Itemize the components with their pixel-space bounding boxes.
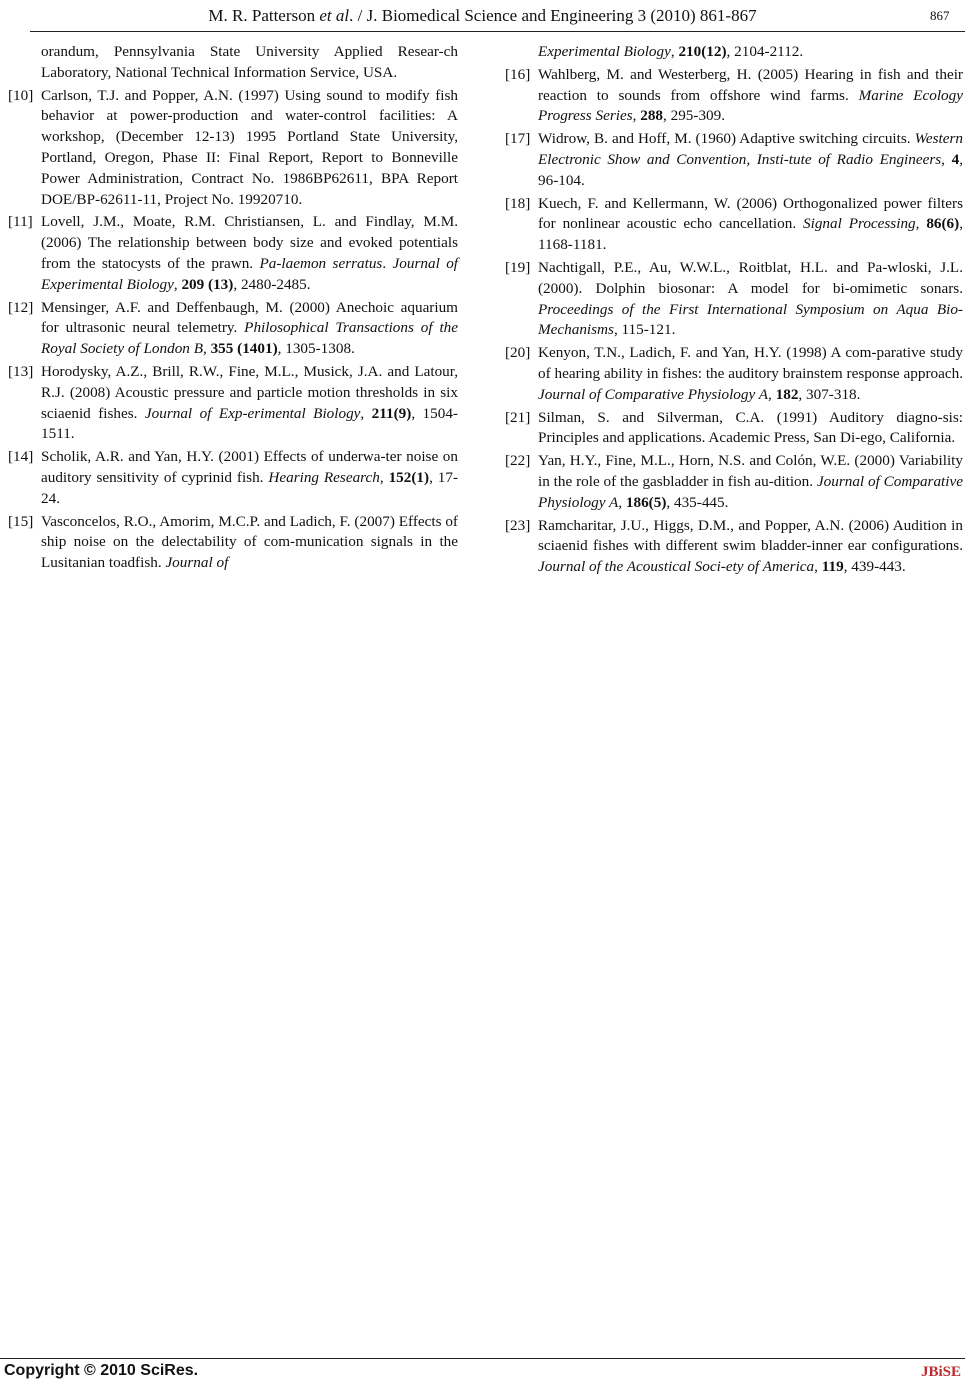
reference-volume: 186(5) <box>625 493 667 511</box>
reference-text <box>538 194 963 256</box>
reference-number: [14] <box>8 448 34 466</box>
reference-number: [10] <box>8 86 34 104</box>
page-number: 867 <box>930 8 950 23</box>
reference-segment: Nachtigall, P.E., Au, W.W.L., Roitblat, H.L. and Pa-wloski, J.L. (2000). Dolphin biosonar: A model for bi-omimetic sonars. <box>538 258 963 297</box>
reference-segment: , <box>670 43 679 60</box>
reference-segment: , 295-309. <box>663 107 726 125</box>
reference-segment: , 96-104. <box>538 150 963 189</box>
reference-segment: , <box>768 385 776 403</box>
reference-text <box>41 447 458 509</box>
reference-entry <box>505 194 963 256</box>
reference-segment: Ramcharitar, J.U., Higgs, D.M., and Popper, A.N. (2006) Audition in sciaenid fishes with different swim bladder-inner ear configurations. <box>538 516 963 555</box>
reference-segment: , <box>618 493 626 511</box>
reference-segment: , 435-445. <box>666 493 729 511</box>
reference-entry <box>8 212 458 295</box>
reference-segment: , 1168-1181. <box>538 215 964 254</box>
reference-text <box>8 42 458 84</box>
reference-segment: , <box>941 150 952 168</box>
reference-volume: 211(9) <box>371 404 412 422</box>
reference-text <box>41 86 458 211</box>
reference-volume: 182 <box>775 385 799 403</box>
reference-italic-text: Journal of Exp-erimental Biology <box>144 404 361 422</box>
reference-volume: 210(12) <box>678 43 727 60</box>
reference-text <box>41 212 458 295</box>
footer-rule <box>0 1358 965 1359</box>
reference-segment: , 439-443. <box>843 558 906 576</box>
reference-segment: , 2480-2485. <box>233 275 311 293</box>
reference-segment: Widrow, B. and Hoff, M. (1960) Adaptive switching circuits. <box>538 130 915 148</box>
reference-italic-text: Journal of the Acoustical Soci-ety of America <box>538 558 815 576</box>
reference-segment: Vasconcelos, R.O., Amorim, M.C.P. and Ladich, F. (2007) Effects of ship noise on the delectability of com-munication signals in the Lusitanian toadfish. <box>41 512 458 572</box>
reference-number: [23] <box>505 516 531 534</box>
header-journal: . / J. Biomedical Science and Engineering 3 (2010) 861-867 <box>349 6 757 25</box>
reference-segment: Carlson, T.J. and Popper, A.N. (1997) Using sound to modify fish behavior at power-production and water-control facilities: A workshop, (December 12-13) 1995 Portland State University, Portland, Oregon, Phase II: Final Report, Report to Bonneville Power Administration, Contract No. 1986BP62611, BPA Report DOE/BP-62611-11, Project No. 19920710. <box>41 86 458 208</box>
reference-segment: Scholik, A.R. and Yan, H.Y. (2001) Effects of underwa-ter noise on auditory sensitivity of cyprinid fish. <box>41 448 458 486</box>
header-rule <box>30 31 965 32</box>
reference-italic-text: Journal of Comparative Physiology A <box>538 472 963 511</box>
reference-segment: orandum, Pennsylvania State University Applied Resear-ch Laboratory, National Technical Information Service, USA. <box>41 43 458 81</box>
reference-number: [18] <box>505 194 531 212</box>
reference-italic-text: Philosophical Transactions of the Royal Society of London B <box>41 319 458 358</box>
footer-copyright: Copyright © 2010 SciRes. <box>4 1362 199 1379</box>
reference-volume: 355 (1401) <box>210 340 278 358</box>
reference-text <box>41 512 458 574</box>
reference-segment: , <box>915 215 927 233</box>
reference-segment: , <box>632 107 641 125</box>
reference-entry <box>8 298 458 360</box>
reference-text <box>505 42 963 63</box>
reference-volume: 152(1) <box>388 468 430 486</box>
reference-segment: , <box>360 404 372 422</box>
reference-entry <box>505 343 963 405</box>
reference-entry <box>505 42 963 63</box>
reference-segment: Kuech, F. and Kellermann, W. (2006) Orthogonalized power filters for nonlinear acoustic echo cancellation. <box>538 194 963 233</box>
reference-entry <box>505 516 963 578</box>
reference-entry <box>505 129 963 191</box>
reference-text <box>538 451 963 513</box>
reference-volume: 86(6) <box>926 215 960 233</box>
reference-segment: Yan, H.Y., Fine, M.L., Horn, N.S. and Colón, W.E. (2000) Variability in the role of the gasbladder in fish au-dition. <box>538 452 963 490</box>
reference-italic-text: Proceedings of the First International Symposium on Aqua Bio-Mechanisms <box>538 300 963 339</box>
reference-segment: . <box>382 254 393 272</box>
reference-italic-text: Experimental Biology <box>538 43 671 60</box>
reference-segment: Wahlberg, M. and Westerberg, H. (2005) Hearing in fish and their reaction to sounds from offshore wind farms. <box>538 65 963 104</box>
reference-segment: Horodysky, A.Z., Brill, R.W., Fine, M.L., Musick, J.A. and Latour, R.J. (2008) Acoustic pressure and particle motion thresholds in six sciaenid fishes. <box>41 362 458 422</box>
reference-text <box>41 362 458 445</box>
reference-text <box>41 298 458 360</box>
reference-entry <box>8 42 458 84</box>
reference-italic-text: Journal of <box>165 554 229 572</box>
reference-segment: , 1504-1511. <box>41 404 458 443</box>
reference-volume: 119 <box>821 558 844 576</box>
reference-segment: , 1305-1308. <box>277 340 355 358</box>
reference-volume: 4 <box>951 150 960 168</box>
reference-segment: , <box>202 340 211 358</box>
reference-number: [15] <box>8 512 34 530</box>
reference-italic-text: Pa-laemon serratus <box>259 254 383 272</box>
reference-number: [17] <box>505 130 531 148</box>
reference-number: [22] <box>505 452 531 470</box>
reference-entry <box>505 258 963 341</box>
running-header-title <box>0 6 965 26</box>
reference-number: [21] <box>505 408 531 426</box>
header-authors: M. R. Patterson <box>208 6 316 25</box>
reference-entry <box>505 408 963 450</box>
reference-segment: , 115-121. <box>613 321 676 339</box>
reference-italic-text: Signal Processing <box>803 215 916 233</box>
references-left-column <box>8 42 458 574</box>
reference-italic-text: Hearing Research <box>268 468 380 486</box>
footer-journal-abbrev: JBiSE <box>920 1364 961 1380</box>
reference-entry <box>8 362 458 445</box>
reference-segment: , <box>814 558 822 576</box>
reference-segment: , <box>173 275 182 293</box>
reference-segment: Kenyon, T.N., Ladich, F. and Yan, H.Y. (1998) A com-parative study of hearing ability in fishes: the auditory brainstem response approach. <box>538 344 963 382</box>
reference-number: [19] <box>505 258 531 276</box>
reference-number: [12] <box>8 298 34 316</box>
reference-text <box>538 408 963 450</box>
reference-number: [11] <box>8 213 33 231</box>
reference-text <box>538 343 963 405</box>
reference-segment: , 307-318. <box>798 385 861 403</box>
reference-text <box>538 516 963 578</box>
reference-volume: 288 <box>640 107 664 125</box>
reference-italic-text: Marine Ecology Progress Series <box>538 86 963 125</box>
reference-entry <box>8 86 458 211</box>
reference-segment: , 17-24. <box>41 468 459 507</box>
reference-entry <box>505 451 963 513</box>
reference-entry <box>8 512 458 574</box>
reference-text <box>538 258 963 341</box>
references-right-column <box>505 42 963 578</box>
reference-italic-text: Journal of Comparative Physiology A <box>538 385 769 403</box>
reference-number: [16] <box>505 65 531 83</box>
reference-segment: , 2104-2112. <box>726 43 804 60</box>
reference-italic-text: Western Electronic Show and Convention, Insti-tute of Radio Engineers <box>538 130 963 168</box>
reference-entry <box>505 65 963 127</box>
reference-text <box>538 65 963 127</box>
reference-segment: Mensinger, A.F. and Deffenbaugh, M. (2000) Anechoic aquarium for ultrasonic neural telemetry. <box>41 298 458 337</box>
reference-italic-text: Journal of Experimental Biology <box>41 254 459 293</box>
reference-segment: Silman, S. and Silverman, C.A. (1991) Auditory diagno-sis: Principles and applications. Academic Press, San Di-ego, California. <box>538 408 963 447</box>
reference-segment: Lovell, J.M., Moate, R.M. Christiansen, L. and Findlay, M.M. (2006) The relationship between body size and evoked potentials from the statocysts of the prawn. <box>41 213 458 272</box>
reference-number: [20] <box>505 344 531 362</box>
header-etal: et al <box>319 6 350 25</box>
reference-segment: , <box>379 468 389 486</box>
reference-volume: 209 (13) <box>181 275 234 293</box>
reference-entry <box>8 447 458 509</box>
reference-text <box>538 129 963 191</box>
reference-number: [13] <box>8 362 34 380</box>
